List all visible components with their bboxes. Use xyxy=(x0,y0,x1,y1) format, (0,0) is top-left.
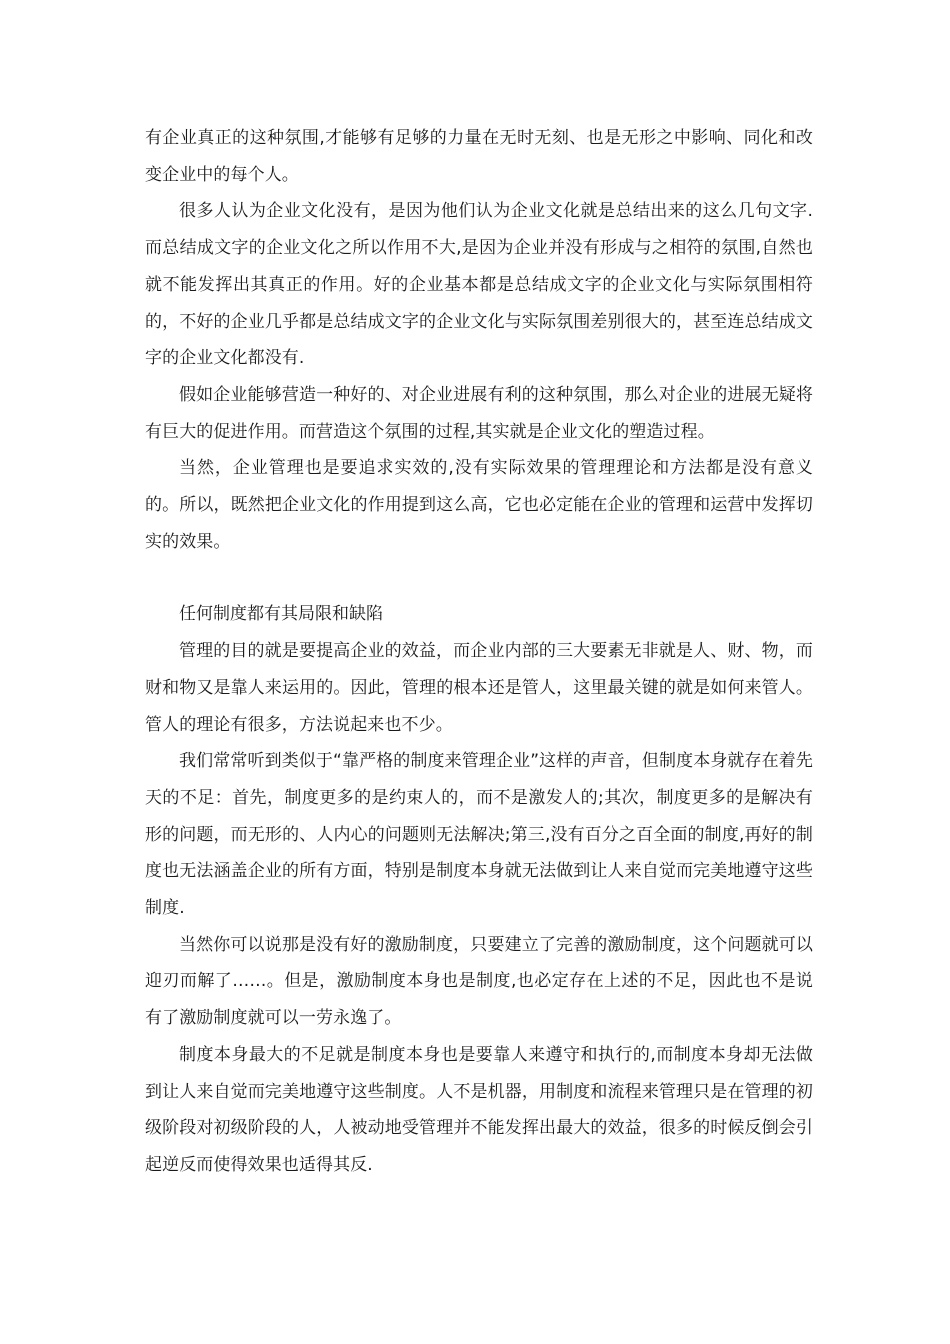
paragraph: 很多人认为企业文化没有，是因为他们认为企业文化就是总结出来的这么几句文字.而总结成文字的企业文化之所以作用不大,是因为企业并没有形成与之相符的氛围,自然也就不能发挥出其真正的作用。好的企业基本都是总结成文字的企业文化与实际氛围相符的，不好的企业几乎都是总结成文字的企业文化与实际氛围差别很大的，甚至连总结成文字的企业文化都没有. xyxy=(145,201,813,369)
paragraph: 制度本身最大的不足就是制度本身也是要靠人来遵守和执行的,而制度本身却无法做到让人来自觉而完美地遵守这些制度。人不是机器，用制度和流程来管理只是在管理的初级阶段对初级阶段的人，人被动地受管理并不能发挥出最大的效益，很多的时候反倒会引起逆反而使得效果也适得其反. xyxy=(145,1044,813,1175)
document-page xyxy=(145,120,813,1184)
paragraph: 假如企业能够营造一种好的、对企业进展有利的这种氛围，那么对企业的进展无疑将有巨大的促进作用。而营造这个氛围的过程,其实就是企业文化的塑造过程。 xyxy=(145,384,813,442)
section-heading: 任何制度都有其局限和缺陷 xyxy=(179,604,383,625)
paragraph: 当然你可以说那是没有好的激励制度，只要建立了完善的激励制度，这个问题就可以迎刃而解了……。但是，激励制度本身也是制度,也必定存在上述的不足，因此也不是说有了激励制度就可以一劳永逸了。 xyxy=(145,934,813,1029)
paragraph: 管理的目的就是要提高企业的效益，而企业内部的三大要素无非就是人、财、物，而财和物又是靠人来运用的。因此，管理的根本还是管人，这里最关键的就是如何来管人。管人的理论有很多，方法说起来也不少。 xyxy=(145,641,813,735)
paragraph: 当然，企业管理也是要追求实效的,没有实际效果的管理理论和方法都是没有意义的。所以，既然把企业文化的作用提到这么高，它也必定能在企业的管理和运营中发挥切实的效果。 xyxy=(145,458,813,552)
paragraph: 有企业真正的这种氛围,才能够有足够的力量在无时无刻、也是无形之中影响、同化和改变企业中的每个人。 xyxy=(145,128,813,185)
paragraph: 我们常常听到类似于“靠严格的制度来管理企业”这样的声音，但制度本身就存在着先天的不足：首先，制度更多的是约束人的，而不是激发人的;其次，制度更多的是解决有形的问题，而无形的、人内心的问题则无法解决;第三,没有百分之百全面的制度,再好的制度也无法涵盖企业的所有方面，特别是制度本身就无法做到让人来自觉而完美地遵守这些制度. xyxy=(145,751,813,919)
